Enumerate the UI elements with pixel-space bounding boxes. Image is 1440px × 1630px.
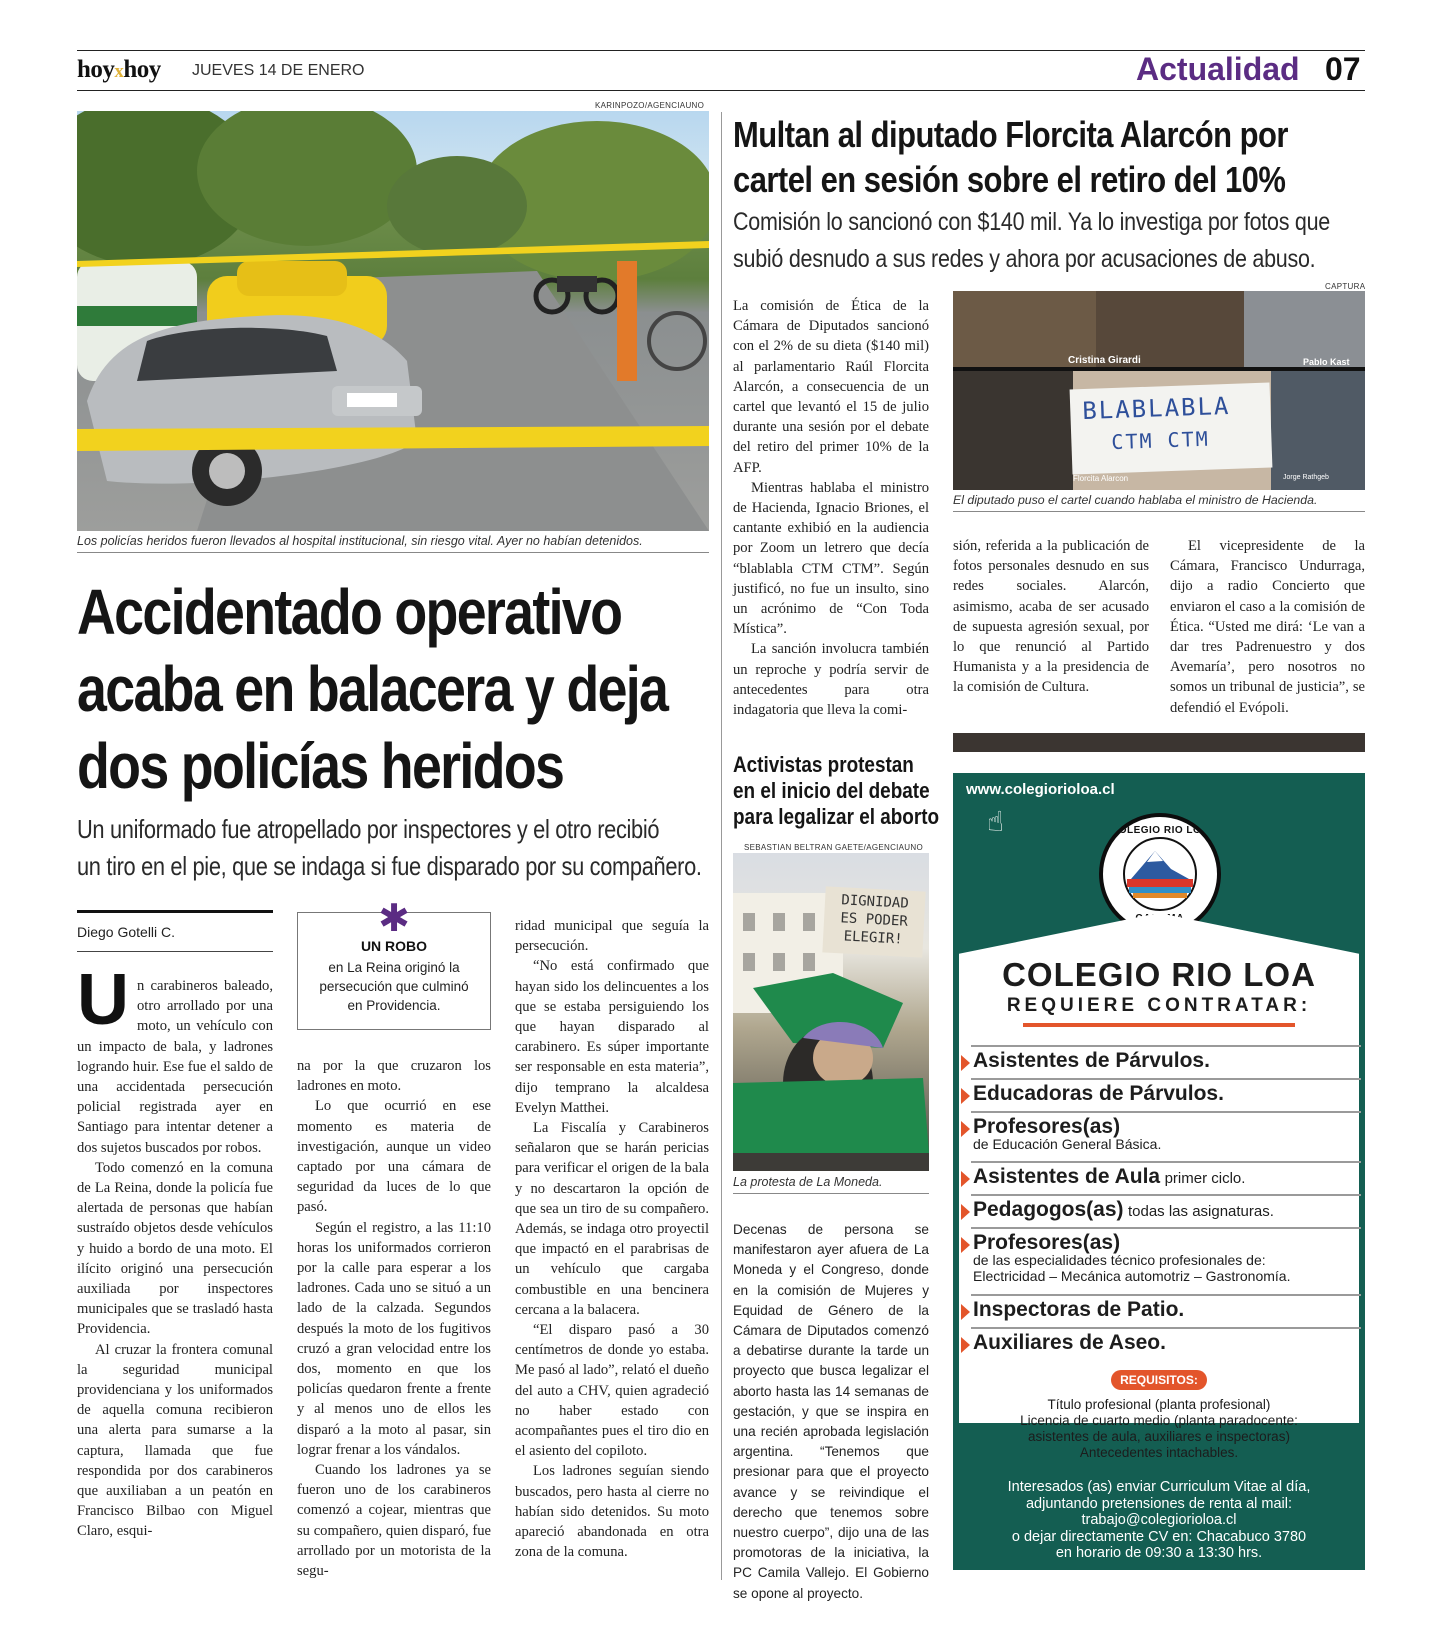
- main-col-3: [515, 916, 709, 1563]
- section-bar: [953, 733, 1365, 752]
- caption-rule: [77, 552, 709, 553]
- pullquote-box: [297, 896, 491, 1030]
- requisitos-list: Título profesional (planta profesional) Licencia de cuarto medio (planta paradocente: asistentes de aula, auxiliares e inspectoras) Antecedentes intachables.: [1020, 1397, 1298, 1460]
- paragraph: Decenas de persona se manifestaron ayer afuera de La Moneda y el Congreso, donde en la comisión de Mujeres y Equidad de Género de la Cámara de Diputados comenzó a debatirse durante la tarde un proyecto que busca legalizar el aborto hasta las 14 semanas de gestación, y que se inspira en una recién aprobada legislación argentina. “Tenemos que presionar para que el proyecto avance y se reivindique el derecho que tenemos sobre nuestro cuerpo”, dijo una de las promotoras de la iniciativa, la PC Camila Vallejo. El Gobierno se opone al proyecto.: [733, 1222, 929, 1601]
- requisitos-badge: REQUISITOS:: [1111, 1370, 1207, 1390]
- aborto-headline: [733, 752, 957, 830]
- zoom-name-label: Cristina Girardi: [1068, 355, 1141, 366]
- ad-job-item: Asistentes de Aula primer ciclo.: [973, 1165, 1245, 1189]
- headline-line: cartel en sesión sobre el retiro del 10%: [733, 159, 1286, 200]
- protest-photo: [733, 853, 929, 1171]
- paragraph: Todo comenzó en la comuna de La Reina, donde la policía fue alertada de personas que habían sustraído objetos desde vehículos y huido a bordo de una moto. El ilícito originó una persecución auxiliada por inspectores municipales que se trasladó hasta Providencia.: [77, 1159, 273, 1338]
- aborto-body: [733, 1220, 929, 1604]
- byline-rule-top: [77, 910, 273, 913]
- zoom-name-label: Pablo Kast: [1303, 357, 1350, 367]
- paragraph: “No está confirmado que hayan sido los delincuentes a los que se estaba persiguiendo los que hayan disparado al carabinero. Es súper importante ser responsable en esta materia”, dijo temprano la alcaldesa Evelyn Matthei.: [515, 958, 709, 1116]
- paragraph: “El disparo pasó a 30 centímetros de donde yo estaba. Me pasó al lado”, relató el dueño del auto a CHV, quien agradeció no haber estado con acompañantes pues el tiro dio en el asiento del copiloto.: [515, 1322, 709, 1460]
- protest-sign: DIGNIDAD ES PODER ELEGIR!: [822, 886, 925, 957]
- ad-divider: [971, 1294, 1361, 1296]
- photo-credit: SEBASTIAN BELTRAN GAETE/AGENCIAUNO: [744, 843, 923, 852]
- paragraph: Según el registro, a las 11:10 horas los uniformados corrieron por la calle para esperar a los ladrones. Cada uno se situó a un lado de la calzada. Segundos después la moto de los fugitivos cruzó a gran velocidad entre los dos, momento en que los policías quedaron frente a frente y al menos uno de ellos les disparó a la moto al pasar, sin lograr frenar a los vándalos.: [297, 1219, 491, 1458]
- photo-caption: El diputado puso el cartel cuando hablaba el ministro de Hacienda.: [953, 493, 1318, 507]
- arrow-icon: [961, 1237, 970, 1253]
- arrow-icon: [961, 1171, 970, 1187]
- paragraph: na por la que cruzaron los ladrones en moto.: [297, 1058, 491, 1095]
- caption-rule: [733, 1193, 929, 1194]
- column-divider: [721, 112, 722, 1580]
- brand-logo: hoyxhoy: [77, 56, 161, 83]
- asterisk-icon: ✱: [378, 896, 410, 940]
- zoom-name-label: Florcita Alarcon: [1073, 474, 1129, 483]
- ad-divider: [971, 1194, 1361, 1196]
- florcita-col-1: [733, 296, 929, 720]
- arrow-icon: [961, 1055, 970, 1071]
- arrow-icon: [961, 1304, 970, 1320]
- paragraph: ridad municipal que seguía la persecución.: [515, 918, 709, 955]
- headline-line: en el inicio del debate: [733, 778, 930, 803]
- photo-credit: KARINPOZO/AGENCIAUNO: [595, 101, 705, 110]
- pullquote-title: UN ROBO: [360, 938, 428, 954]
- paragraph: La sanción involucra también un reproche y podría servir de antecedentes para otra indagatoria que lleva la comi-: [733, 641, 929, 719]
- deck-line: un tiro en el pie, que se indaga si fue disparado por su compañero.: [77, 851, 702, 881]
- pointer-hand-icon: ☝: [987, 805, 1005, 838]
- florcita-deck: [733, 204, 1387, 278]
- arrow-icon: [961, 1204, 970, 1220]
- ad-job-item: Auxiliares de Aseo.: [973, 1331, 1166, 1355]
- ad-divider: [971, 1327, 1361, 1329]
- deck-line: subió desnudo a sus redes y ahora por acusaciones de abuso.: [733, 245, 1316, 273]
- deck-line: Un uniformado fue atropellado por inspectores y el otro recibió: [77, 814, 660, 844]
- ad-job-item: Profesores(as) de Educación General Básica.: [973, 1115, 1161, 1152]
- ad-divider: [971, 1161, 1361, 1163]
- headline-line: Accidentado operativo: [77, 576, 622, 648]
- headline-line: acaba en balacera y deja: [77, 653, 668, 725]
- paragraph: Al cruzar la frontera comunal la seguridad municipal providenciana y los uniformados de aquella comuna recibieron una alerta para sumarse a la captura, llamada que fue respondida por dos carabineros que auxiliaban a un peatón en Francisco Bilbao con Miguel Claro, esqui-: [77, 1341, 273, 1540]
- ad-title: COLEGIO RIO LOA: [1002, 956, 1316, 993]
- ad-job-item: Educadoras de Párvulos.: [973, 1082, 1224, 1106]
- arrow-icon: [961, 1088, 970, 1104]
- paragraph: El vicepresidente de la Cámara, Francisco Undurraga, dijo a radio Concierto que enviaron el caso a la comisión de Ética. “Usted me dirá: ‘Le van a dar tres Padrenuestro y dos Avemaría’, pero nosotros no somos un tribunal de justicia”, se defendió el Evópoli.: [1170, 538, 1365, 716]
- paragraph: Lo que ocurrió en ese momento es materia de investigación, aunque un video captado por una cámara de seguridad da luces de lo que pasó.: [297, 1098, 491, 1216]
- florcita-col-3: [1170, 536, 1365, 718]
- headline-line: Multan al diputado Florcita Alarcón por: [733, 114, 1288, 155]
- ad-divider: [971, 1111, 1361, 1113]
- header-rule-bottom: [77, 90, 1365, 91]
- headline-line: para legalizar el aborto: [733, 804, 940, 829]
- ad-url[interactable]: www.colegiorioloa.cl: [966, 781, 1115, 798]
- ad-divider: [971, 1227, 1361, 1229]
- headline-line: dos policías heridos: [77, 730, 564, 802]
- page-number: 07: [1325, 51, 1361, 87]
- accident-photo: [77, 111, 709, 531]
- ad-orange-underline: [1023, 1023, 1295, 1027]
- ad-contact: Interesados (as) enviar Curriculum Vitae al día, adjuntando pretensiones de renta al mail: trabajo@colegiorioloa.cl o dejar directamente CV en: Chacabuco 3780 en horario de 09:30 a 13:30 hrs.: [953, 1479, 1365, 1562]
- section-label: Actualidad: [1136, 51, 1300, 87]
- florcita-col-2: [953, 536, 1149, 698]
- caption-rule: [953, 511, 1365, 512]
- florcita-headline: [733, 112, 1387, 202]
- ad-subtitle: REQUIERE CONTRATAR:: [1006, 995, 1312, 1016]
- headline-line: Activistas protestan: [733, 752, 914, 777]
- dropcap: U: [77, 960, 129, 1040]
- pullquote-text: en La Reina originó la persecución que culminó en Providencia.: [319, 960, 469, 1013]
- zoom-photo: [953, 291, 1365, 490]
- paragraph: Cuando los ladrones ya se fueron uno de los carabineros comenzó a cojear, mientras que su compañero, quien disparó, fue arrollado por un motorista de la segu-: [297, 1462, 491, 1580]
- ad-divider: [971, 1045, 1361, 1047]
- ad-job-item: Inspectoras de Patio.: [973, 1298, 1184, 1322]
- byline-rule-bottom: [77, 951, 273, 952]
- deck-line: Comisión lo sancionó con $140 mil. Ya lo investiga por fotos que: [733, 208, 1331, 236]
- ad-email[interactable]: trabajo@colegiorioloa.cl: [1081, 1512, 1237, 1528]
- arrow-icon: [961, 1121, 970, 1137]
- paragraph: La Fiscalía y Carabineros señalaron que se harán pericias para verificar el origen de la bala y no descartaron la opción de que sea un tiro de su compañero. Además, se indaga otro proyectil que impactó en el parabrisas de un vehículo que cargaba combustible en una bencinera cercana a la balacera.: [515, 1120, 709, 1318]
- paragraph: n carabineros baleado, otro arrollado por una moto, un vehículo con un impacto de bala, y ladrones logrando huir. Ese fue el saldo de una accidentada persecución policial registrada ayer en Santiago para intentar detener a dos sujetos buscados por robos.: [77, 978, 273, 1156]
- photo-credit: CAPTURA: [1325, 282, 1366, 291]
- photo-caption: La protesta de La Moneda.: [733, 1175, 883, 1189]
- paragraph: Los ladrones seguían siendo buscados, pero hasta al cierre no habían sido detenidos. Su moto apareció abandonada en otra zona de la comuna.: [515, 1463, 709, 1561]
- blablabla-sign: BLABLABLA CTM CTM: [1070, 383, 1273, 475]
- main-deck: [77, 811, 715, 885]
- main-headline: [77, 574, 715, 805]
- main-col-2: [297, 1056, 491, 1581]
- logo-text-top: COLEGIO RIO LOA: [1110, 825, 1210, 836]
- header-date: JUEVES 14 DE ENERO: [192, 62, 365, 79]
- ad-job-item: Pedagogos(as) todas las asignaturas.: [973, 1198, 1274, 1222]
- ad-job-item: Profesores(as) de las especialidades técnico profesionales de: Electricidad – Mecánica automotriz – Gastronomía.: [973, 1231, 1290, 1284]
- paragraph: La comisión de Ética de la Cámara de Diputados sancionó con el 2% de su dieta ($140 mil) al parlamentario Raúl Florcita Alarcón, a consecuencia de un cartel que levantó el 15 de julio durante una sesión por el debate del retiro del primer 10% de la AFP.: [733, 298, 929, 476]
- ad-job-item: Asistentes de Párvulos.: [973, 1049, 1210, 1073]
- ad-colegio-rio-loa: [953, 773, 1365, 1570]
- photo-caption: Los policías heridos fueron llevados al hospital institucional, sin riesgo vital. Ayer no habían detenidos.: [77, 534, 643, 548]
- arrow-icon: [961, 1337, 970, 1353]
- zoom-name-label: Jorge Rathgeb: [1283, 474, 1329, 481]
- paragraph: sión, referida a la publicación de fotos personales desnudo en sus redes sociales. Alarcón, asimismo, acaba de ser acusado de supuesta agresión sexual, por lo que renunció al Partido Humanista y a la presidencia de la comisión de Cultura.: [953, 538, 1149, 696]
- paragraph: Mientras hablaba el ministro de Hacienda, Ignacio Briones, el cantante exhibió en la audiencia por Zoom un letrero que decía “blablabla CTM CTM”. Según justificó, no fue un insulto, sino un acrónimo de “Con Toda Mística”.: [733, 479, 929, 638]
- byline: Diego Gotelli C.: [77, 924, 176, 940]
- ad-divider: [971, 1078, 1361, 1080]
- main-col-1: [77, 976, 273, 1542]
